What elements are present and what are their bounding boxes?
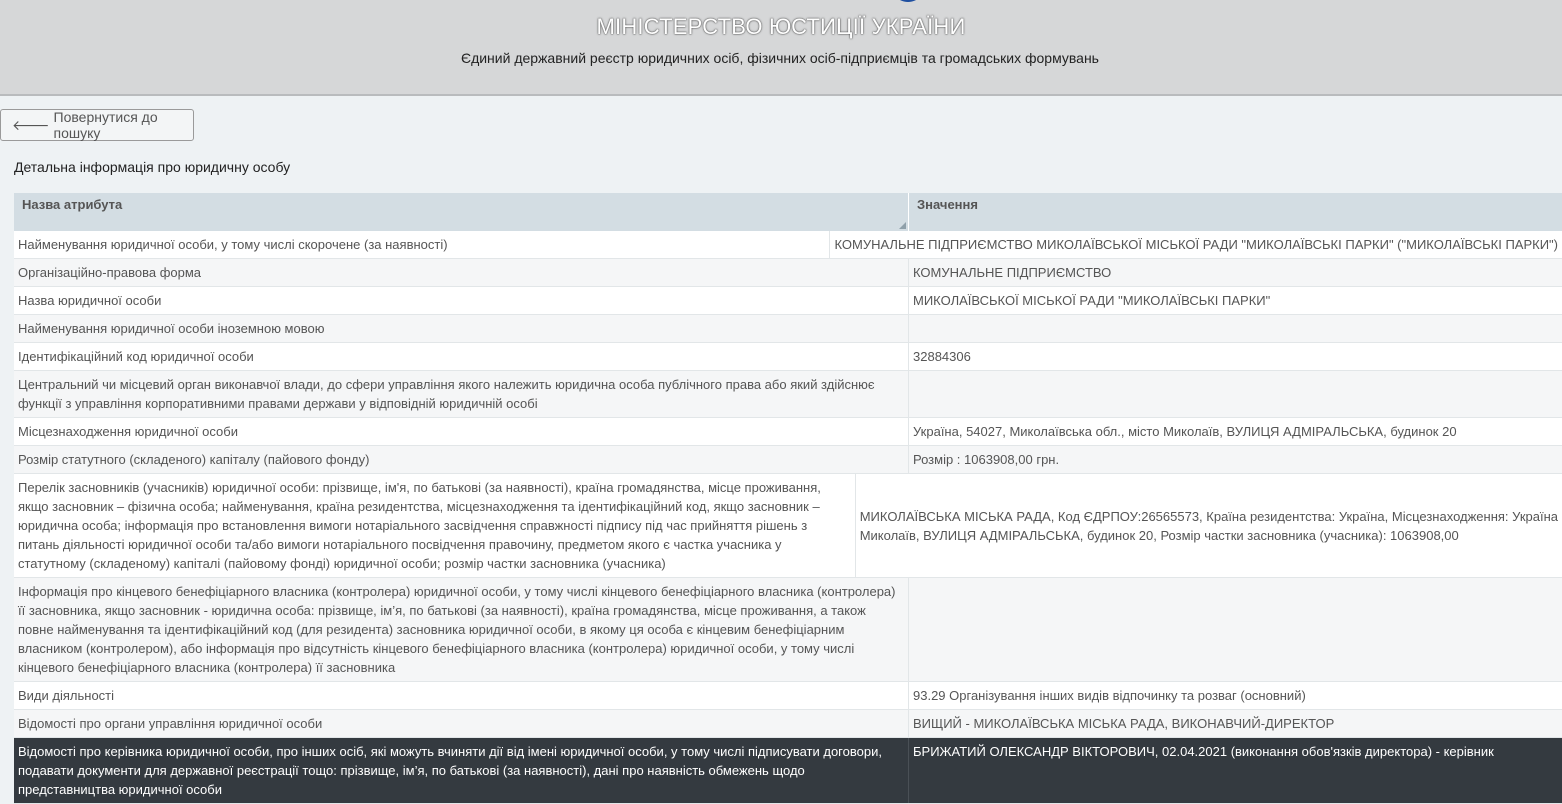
attribute-cell: Ідентифікаційний код юридичної особи [14,343,909,370]
table-row [14,287,1562,315]
attribute-cell: Види діяльності [14,682,909,709]
table-row [14,710,1562,738]
attribute-cell: Відомості про керівника юридичної особи, про інших осіб, які можуть вчиняти дії від імені юридичної особи, у тому числі підписувати договори, подавати документи для державної реєстрації тощо: прізвище, ім’я, по батькові (за наявності), дані про наявність обмежень щодо представництва юридичної особи [14,738,909,803]
attribute-cell: Найменування юридичної особи іноземною мовою [14,315,909,342]
table-row-selected[interactable] [14,738,1562,804]
column-header-value-label: Значення [917,197,978,212]
page-header [0,0,1562,96]
value-cell: МИКОЛАЇВСЬКОЇ МІСЬКОЇ РАДИ "МИКОЛАЇВСЬКІ ПАРКИ" [913,293,1271,308]
details-table [14,193,1562,804]
attribute-cell: Відомості про органи управління юридичної особи [14,710,909,737]
back-to-search-button[interactable] [0,109,194,141]
value-cell: КОМУНАЛЬНЕ ПІДПРИЄМСТВО [913,265,1112,280]
section-title: Детальна інформація про юридичну особу [14,159,291,175]
attribute-cell: Перелік засновників (учасників) юридичної особи: прізвище, ім'я, по батькові (за наявності), країна громадянства, місце проживання, якщо засновник – фізична особа; найменування, країна резидентства, місцезнаходження та ідентифікаційний код, якщо засновник – юридична особа; інформація про встановлення вимоги нотаріального засвідчення справжності підпису під час прийняття рішень з питань діяльності юридичної особи та/або вимоги нотаріального посвідчення правочину, предметом якого є частка учасника у статутному (складеному) капіталі (пайовому фонді) юридичної особи; розмір частки засновника (учасника) [14,474,856,577]
value-cell [909,315,1562,342]
column-header-attribute-label: Назва атрибута [22,197,123,212]
column-header-value [909,193,1562,231]
table-header [14,193,1562,231]
value-cell [909,371,1562,417]
table-row [14,446,1562,474]
attribute-cell: Найменування юридичної особи, у тому числі скорочене (за наявності) [14,231,830,258]
table-row [14,343,1562,371]
value-cell: ВИЩИЙ - МИКОЛАЇВСЬКА МІСЬКА РАДА, ВИКОНАВЧИЙ-ДИРЕКТОР [913,716,1335,731]
attribute-cell: Інформація про кінцевого бенефіціарного власника (контролера) юридичної особи, у тому числі кінцевого бенефіціарного власника (контролера) її засновника, якщо засновник - юридична особа: прізвище, ім’я, по батькові (за наявності), країна громадянства, місце проживання, а також повне найменування та ідентифікаційний код (для резидента) засновника юридичної особи, в якому ця особа є кінцевим бенефіціарним власником (контролером), або інформація про відсутність кінцевого бенефіціарного власника (контролера) юридичної особи, у тому числі кінцевого бенефіціарного власника (контролера) її засновника [14,578,909,681]
attribute-cell: Розмір статутного (складеного) капіталу (пайового фонду) [14,446,909,473]
table-row [14,474,1562,578]
value-cell: БРИЖАТИЙ ОЛЕКСАНДР ВІКТОРОВИЧ, 02.04.2021 (виконання обов'язків директора) - керівник [913,744,1494,759]
table-row [14,315,1562,343]
registry-title: Єдиний державний реєстр юридичних осіб, фізичних осіб-підприємців та громадських формувань [461,50,1099,66]
attribute-cell: Назва юридичної особи [14,287,909,314]
attribute-cell: Організаційно-правова форма [14,259,909,286]
ministry-title: МІНІСТЕРСТВО ЮСТИЦІЇ УКРАЇНИ [596,14,966,39]
arrow-left-icon: 🡐 [12,117,50,134]
table-row [14,371,1562,418]
table-row [14,231,1562,259]
value-line: Миколаїв, ВУЛИЦЯ АДМІРАЛЬСЬКА, будинок 20, Розмір частки засновника (учасника): 1063908,00 [859,527,1459,543]
value-cell: Розмір : 1063908,00 грн. [913,452,1060,467]
value-cell [909,578,1562,681]
table-row [14,418,1562,446]
table-row [14,682,1562,710]
table-row [14,578,1562,682]
attribute-cell: Місцезнаходження юридичної особи [14,418,909,445]
value-cell: 32884306 [913,349,971,364]
value-cell: 93.29 Організування інших видів відпочинку та розваг (основний) [913,688,1306,703]
attribute-cell: Центральний чи місцевий орган виконавчої влади, до сфери управління якого належить юридична особа публічного права або який здійснює функції з управління корпоративними правами держави у відповідній юридичній особі [14,371,909,417]
coat-of-arms-icon [891,0,925,6]
value-cell [856,474,1562,577]
value-cell: КОМУНАЛЬНЕ ПІДПРИЄМСТВО МИКОЛАЇВСЬКОЇ МІСЬКОЇ РАДИ "МИКОЛАЇВСЬКІ ПАРКИ" ("МИКОЛАЇВСЬКІ ПАРКИ") [834,237,1558,252]
value-line: МИКОЛАЇВСЬКА МІСЬКА РАДА, Код ЄДРПОУ:26565573, Країна резидентства: Україна, Місцезнаходження: Україна [859,508,1558,524]
back-to-search-label: Повернутися до пошуку [53,109,158,141]
column-resize-handle[interactable] [899,222,906,229]
value-cell: Україна, 54027, Миколаївська обл., місто Миколаїв, ВУЛИЦЯ АДМІРАЛЬСЬКА, будинок 20 [913,424,1457,439]
table-row [14,259,1562,287]
column-header-attribute[interactable] [14,193,909,231]
